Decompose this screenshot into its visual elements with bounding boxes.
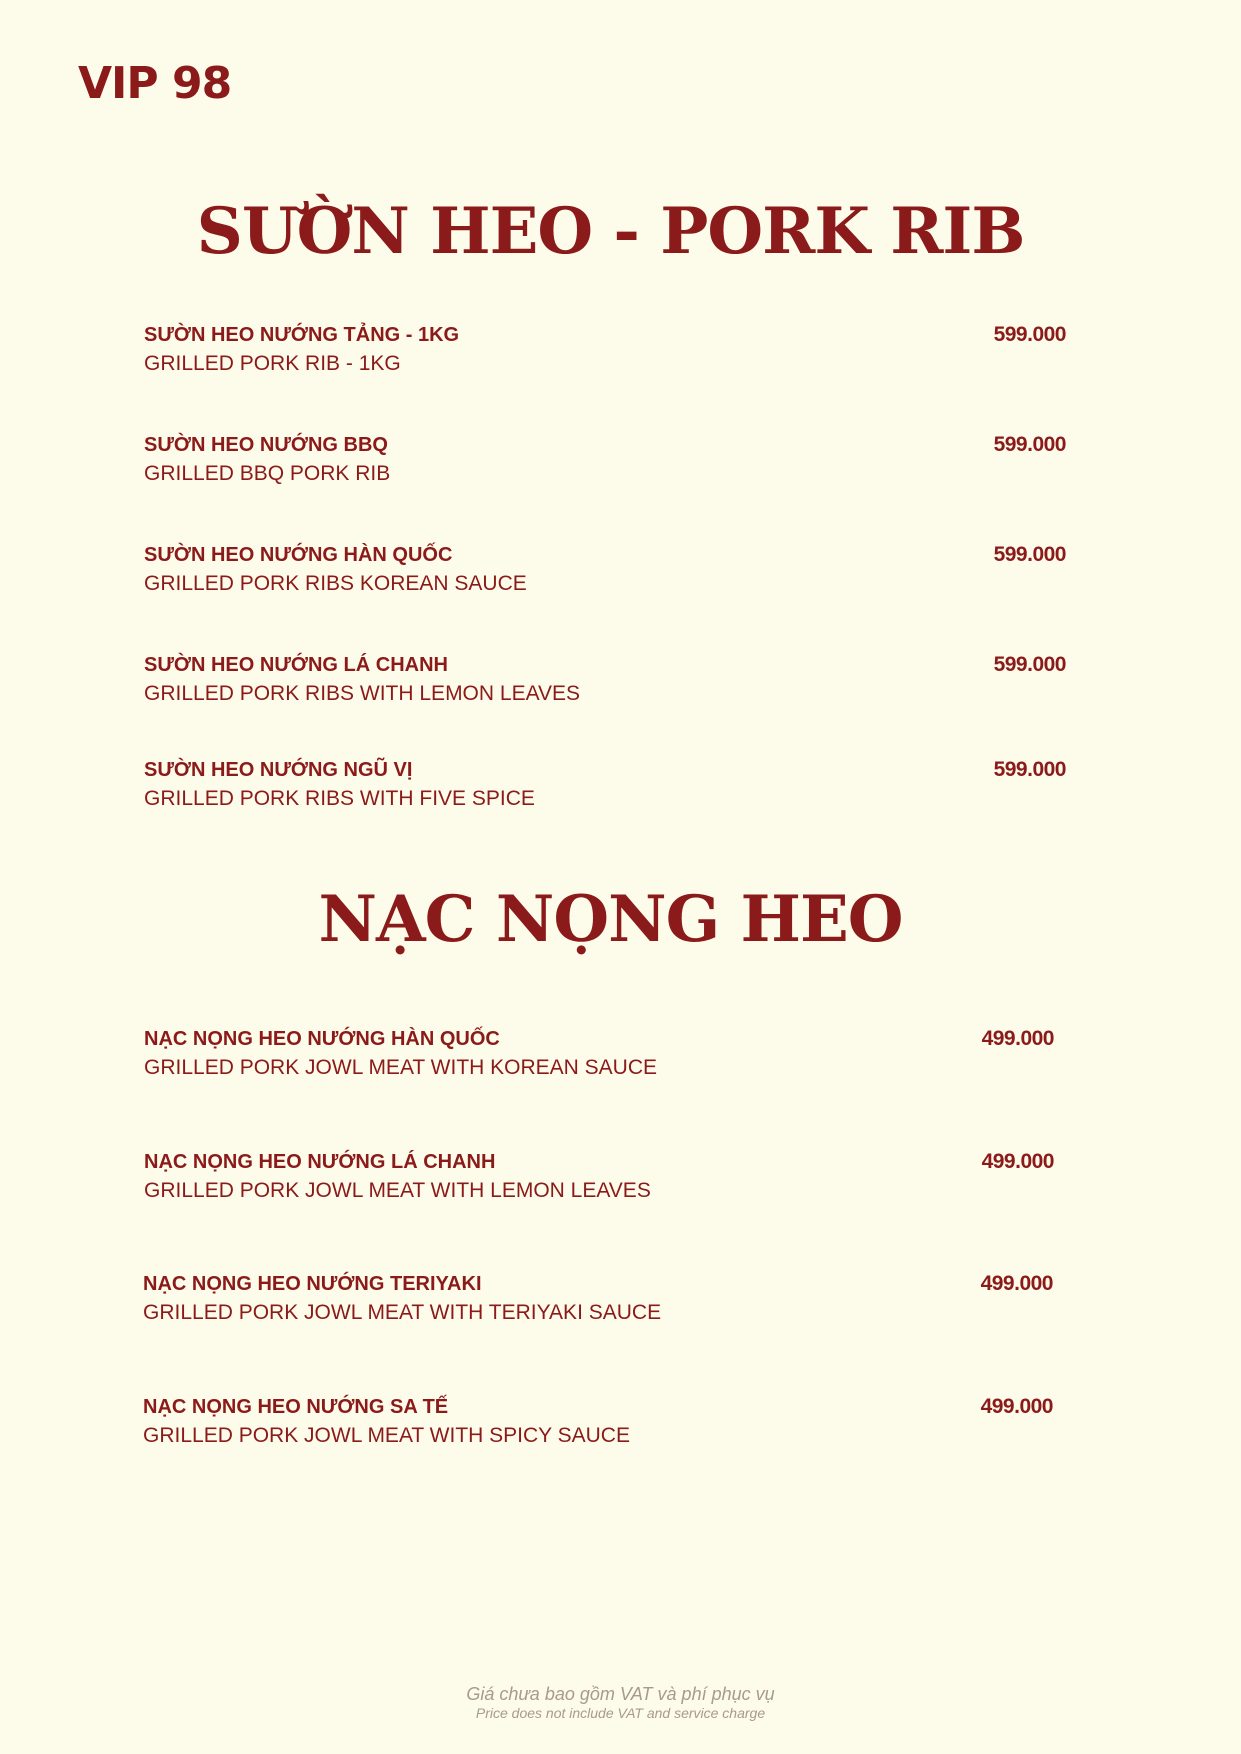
item-price: 599.000 [993,653,1066,676]
item-description: GRILLED PORK JOWL MEAT WITH LEMON LEAVES [144,1179,651,1202]
menu-item [144,653,1066,707]
menu-item [144,433,1066,487]
item-name: SƯỜN HEO NƯỚNG NGŨ VỊ [144,759,413,781]
item-name: NẠC NỌNG HEO NƯỚNG LÁ CHANH [144,1151,496,1173]
item-name: NẠC NỌNG HEO NƯỚNG SA TẾ [143,1396,449,1418]
section-title-pork-rib: SƯỜN HEO - PORK RIB [196,194,1025,269]
footer-note-vietnamese: Giá chưa bao gồm VAT và phí phục vụ [466,1684,775,1704]
menu-item [144,1150,1066,1204]
menu-item [144,323,1066,377]
item-name: SƯỜN HEO NƯỚNG LÁ CHANH [144,654,448,676]
brand-logo: VIP 98 [78,58,232,109]
item-description: GRILLED PORK JOWL MEAT WITH SPICY SAUCE [143,1424,630,1447]
item-description: GRILLED PORK JOWL MEAT WITH KOREAN SAUCE [144,1056,658,1079]
menu-item [143,1395,1065,1449]
item-price: 499.000 [981,1150,1054,1173]
item-price: 599.000 [993,323,1066,346]
item-price: 599.000 [993,543,1066,566]
menu-item [144,758,1066,812]
item-description: GRILLED PORK RIBS WITH FIVE SPICE [144,787,535,810]
item-price: 499.000 [980,1395,1053,1418]
footer-note-english: Price does not include VAT and service charge [475,1705,766,1721]
item-name: NẠC NỌNG HEO NƯỚNG TERIYAKI [143,1273,482,1295]
item-description: GRILLED PORK RIB - 1KG [144,352,401,375]
item-description: GRILLED PORK RIBS KOREAN SAUCE [144,572,527,595]
section-title-pork-jowl: NẠC NỌNG HEO [318,882,903,957]
menu-item [144,543,1066,597]
item-name: SƯỜN HEO NƯỚNG BBQ [144,434,388,456]
menu-item [143,1272,1065,1326]
item-name: SƯỜN HEO NƯỚNG TẢNG - 1KG [144,324,460,346]
item-description: GRILLED PORK RIBS WITH LEMON LEAVES [144,682,581,705]
item-name: SƯỜN HEO NƯỚNG HÀN QUỐC [144,544,453,566]
item-price: 499.000 [980,1272,1053,1295]
item-price: 499.000 [981,1027,1054,1050]
menu-item [144,1027,1066,1081]
item-description: GRILLED BBQ PORK RIB [144,462,391,485]
item-price: 599.000 [993,433,1066,456]
item-price: 599.000 [993,758,1066,781]
footer-note [0,1684,1241,1722]
item-name: NẠC NỌNG HEO NƯỚNG HÀN QUỐC [144,1028,500,1050]
item-description: GRILLED PORK JOWL MEAT WITH TERIYAKI SAUCE [143,1301,662,1324]
